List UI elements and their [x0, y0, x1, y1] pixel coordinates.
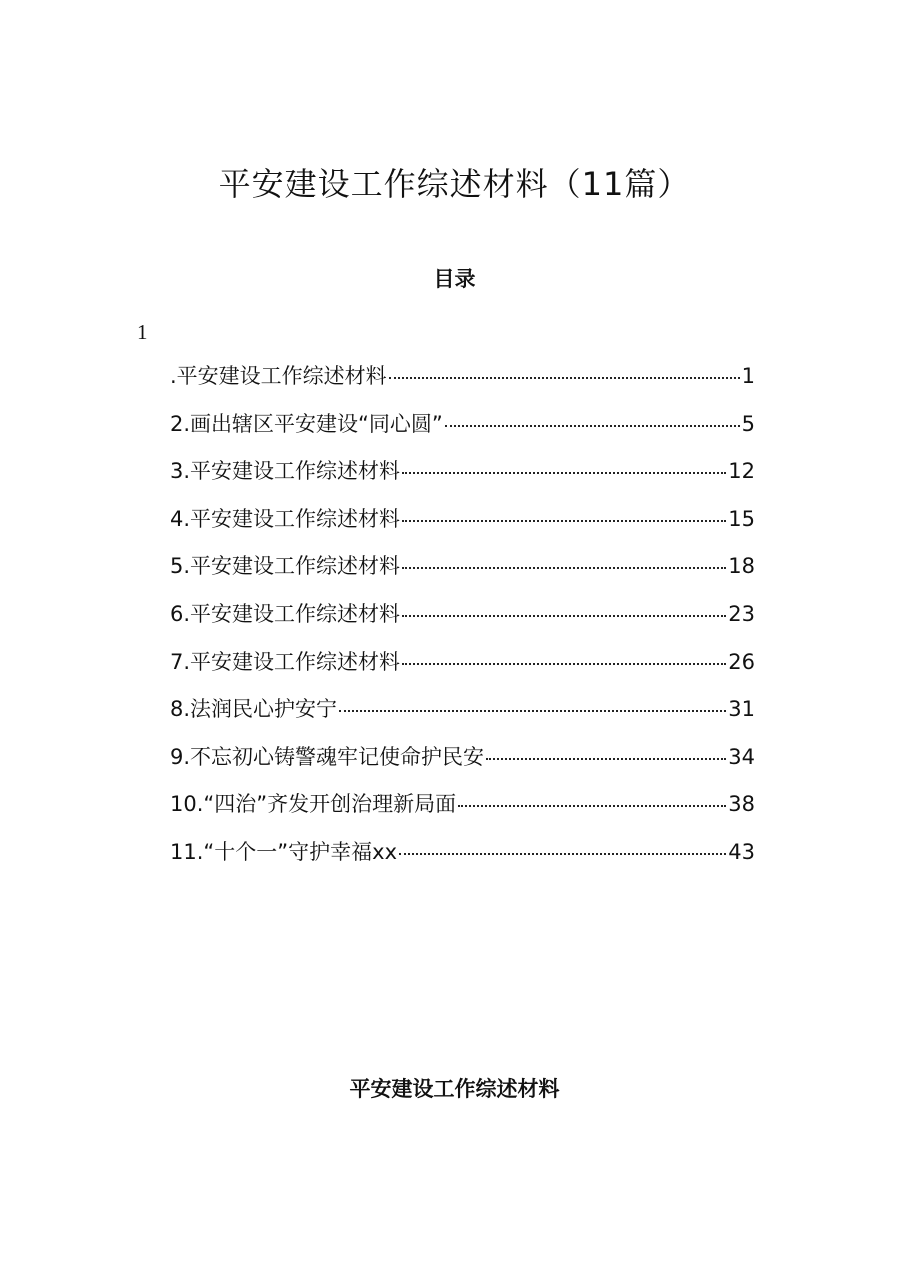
- toc-entry[interactable]: [170, 501, 755, 549]
- toc-entry-label: 3.平安建设工作综述材料: [170, 459, 401, 484]
- toc-dot-leader: [402, 519, 726, 522]
- toc-entry-page: 1: [741, 364, 755, 388]
- toc-dot-leader: [458, 804, 726, 807]
- toc-entry-page: 23: [728, 601, 755, 626]
- toc-entry-label: 8.法润民心护安宁: [170, 697, 338, 722]
- toc-dot-leader: [399, 852, 726, 855]
- toc-dot-leader: [402, 471, 726, 474]
- toc-entry-page: 26: [728, 649, 755, 674]
- toc-entry-label: 7.平安建设工作综述材料: [170, 649, 401, 674]
- toc-entry[interactable]: [170, 691, 755, 739]
- toc-entry-label: 2.画出辖区平安建设“同心圆”: [170, 411, 443, 436]
- toc-entry-page: 38: [728, 792, 755, 817]
- toc-entry[interactable]: [170, 406, 755, 454]
- toc-entry-label: 10.“四治”齐发开创治理新局面: [170, 792, 457, 817]
- toc-entry-page: 18: [728, 554, 755, 579]
- toc-entry[interactable]: [170, 739, 755, 787]
- toc-dot-leader: [402, 566, 726, 569]
- stray-number: 1: [137, 320, 148, 344]
- toc-entry-page: 15: [728, 506, 755, 531]
- toc-entry[interactable]: [170, 644, 755, 692]
- toc-dot-leader: [402, 662, 726, 665]
- toc-entry-label: 11.“十个一”守护幸福xx: [170, 839, 398, 864]
- toc-dot-leader: [389, 376, 740, 379]
- toc-dot-leader: [486, 757, 726, 760]
- toc-entry[interactable]: [170, 834, 755, 882]
- toc-entry[interactable]: [170, 453, 755, 501]
- toc-entry[interactable]: [170, 596, 755, 644]
- toc-entry[interactable]: [170, 548, 755, 596]
- toc-entry-label: .平安建设工作综述材料: [170, 364, 387, 388]
- toc-entry-label: 9.不忘初心铸警魂牢记使命护民安: [170, 744, 485, 769]
- toc-entry-page: 12: [728, 459, 755, 484]
- toc-entry-label: 6.平安建设工作综述材料: [170, 601, 401, 626]
- toc-entry-page: 43: [728, 839, 755, 864]
- toc-entry-page: 5: [741, 411, 755, 436]
- toc-dot-leader: [402, 614, 726, 617]
- toc-entry-page: 31: [728, 697, 755, 722]
- toc-entry[interactable]: [170, 358, 755, 406]
- document-title: 平安建设工作综述材料（11篇）: [218, 165, 691, 203]
- toc-dot-leader: [445, 424, 740, 427]
- section-title: 平安建设工作综述材料: [349, 1076, 560, 1101]
- toc-entry-page: 34: [728, 744, 755, 769]
- toc-heading: 目录: [433, 266, 476, 291]
- toc-entry[interactable]: [170, 786, 755, 834]
- toc-entry-label: 5.平安建设工作综述材料: [170, 554, 401, 579]
- toc-dot-leader: [339, 709, 726, 712]
- table-of-contents: [170, 358, 755, 882]
- toc-entry-label: 4.平安建设工作综述材料: [170, 506, 401, 531]
